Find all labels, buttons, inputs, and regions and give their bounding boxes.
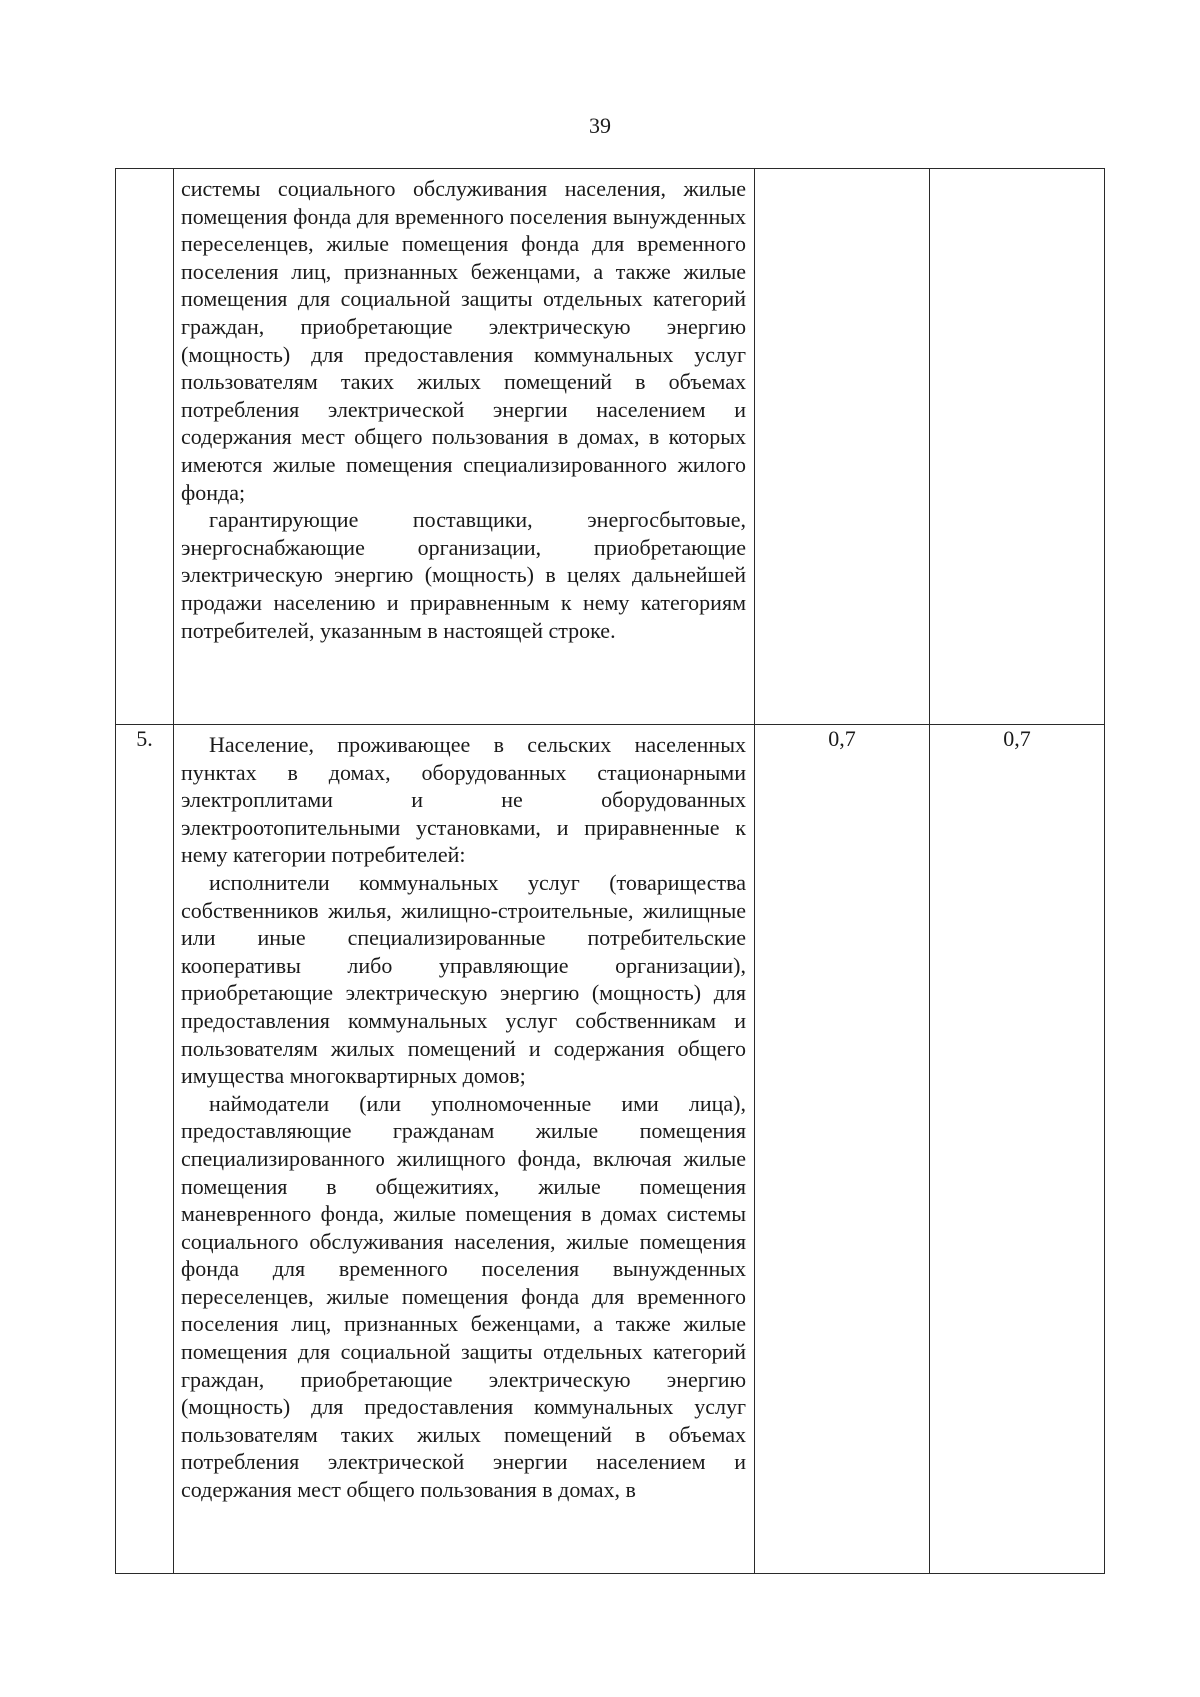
row-paragraph: системы социального обслуживания населения, жилые помещения фонда для временного поселения вынужденных переселенцев, жилые помещения фонда для временного поселения лиц, признанных беженцами, а также жилые помещения для социальной защиты отдельных категорий граждан, приобретающие электрическую энергию (мощность) для предоставления коммунальных услуг пользователям таких жилых помещений в объемах потребления электрической энергии населением и содержания мест общего пользования в домах, в которых имеются жилые помещения специализированного жилого фонда;	[181, 176, 746, 505]
row-number-cell	[116, 169, 174, 725]
row-description-cell	[174, 725, 755, 1574]
row-paragraph: исполнители коммунальных услуг (товарищества собственников жилья, жилищно-строительные, жилищные или иные специализированные потребительские кооперативы либо управляющие организации), приобретающие электрическую энергию (мощность) для предоставления коммунальных услуг собственникам и пользователям жилых помещений и содержания общего имущества многоквартирных домов;	[181, 869, 746, 1089]
tariff-table	[115, 168, 1105, 1574]
row-description-cell	[174, 169, 755, 725]
row-paragraph: Население, проживающее в сельских населенных пунктах в домах, оборудованных стационарными электроплитами и не оборудованных электроотопительными установками, и приравненные к нему категории потребителей:	[181, 732, 746, 868]
row-paragraph: гарантирующие поставщики, энергосбытовые, энергоснабжающие организации, приобретающие электрическую энергию (мощность) в целях дальнейшей продажи населению и приравненным к нему категориям потребителей, указанным в настоящей строке.	[181, 507, 746, 643]
row-value-2-cell: 0,7	[930, 725, 1105, 1574]
table-row	[116, 725, 1105, 1574]
row-value-2-cell	[930, 169, 1105, 725]
table-row	[116, 169, 1105, 725]
row-value-1-cell: 0,7	[755, 725, 930, 1574]
row-value-1-cell	[755, 169, 930, 725]
page-number: 39	[589, 113, 611, 138]
row-number-cell: 5.	[116, 725, 174, 1574]
row-paragraph: наймодатели (или уполномоченные ими лица), предоставляющие гражданам жилые помещения специализированного жилищного фонда, включая жилые помещения в общежитиях, жилые помещения маневренного фонда, жилые помещения в домах системы социального обслуживания населения, жилые помещения фонда для временного поселения вынужденных переселенцев, жилые помещения фонда для временного поселения лиц, признанных беженцами, а также жилые помещения для социальной защиты отдельных категорий граждан, приобретающие электрическую энергию (мощность) для предоставления коммунальных услуг пользователям таких жилых помещений в объемах потребления электрической энергии населением и содержания мест общего пользования в домах, в	[181, 1090, 746, 1503]
